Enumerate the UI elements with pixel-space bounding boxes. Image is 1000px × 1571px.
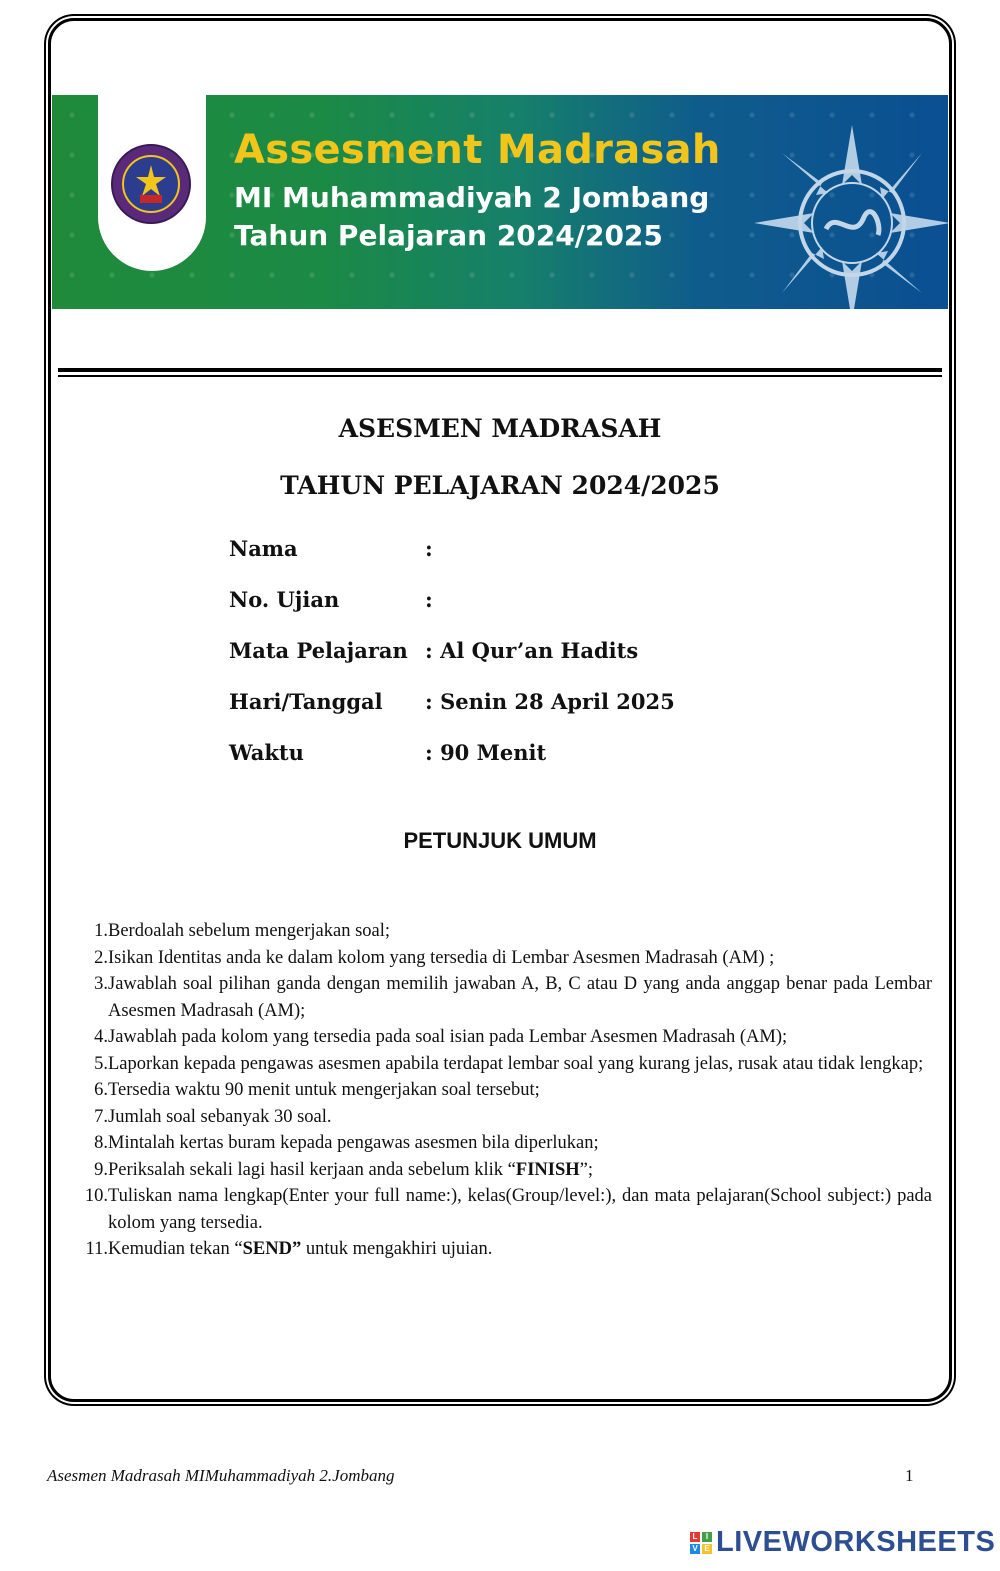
info-value: : Senin 28 April 2025 (425, 689, 675, 714)
info-value: : Al Qur’an Hadits (425, 638, 639, 663)
info-row-duration (229, 727, 675, 778)
info-value: : (425, 587, 433, 612)
list-number: 3. (94, 974, 108, 994)
list-text-part: Kemudian tekan “ (108, 1239, 243, 1259)
madrasah-seal-icon (110, 143, 192, 225)
list-item (78, 1051, 932, 1078)
list-number: 6. (94, 1080, 108, 1100)
header-banner (52, 95, 948, 309)
info-label: Nama (229, 536, 298, 561)
info-row-subject (229, 625, 675, 676)
send-keyword: SEND” (242, 1239, 302, 1259)
list-text: Jawablah pada kolom yang tersedia pada soal isian pada Lembar Asesmen Madrasah (AM); (108, 1027, 788, 1047)
list-number: 9. (94, 1159, 108, 1180)
instructions-heading: PETUNJUK UMUM (403, 828, 597, 853)
list-text: Tersedia waktu 90 menit untuk mengerjakan soal tersebut; (108, 1080, 540, 1100)
list-text: Jawablah soal pilihan ganda dengan memilih jawaban A, B, C atau D yang anda anggap benar pada Lembar Asesmen Madrasah (AM); (108, 974, 932, 1021)
list-item (78, 971, 932, 1024)
list-number: 1. (94, 921, 108, 941)
list-number: 2. (94, 947, 108, 968)
info-label: Hari/Tanggal (229, 689, 383, 714)
logo-letter: L (690, 1532, 700, 1542)
liveworksheets-wordmark: LIVEWORKSHEETS (716, 1526, 996, 1558)
info-value: : 90 Menit (425, 740, 547, 765)
banner-school-year: Tahun Pelajaran 2024/2025 (234, 219, 663, 252)
list-number: 5. (94, 1053, 108, 1074)
list-text (108, 1157, 932, 1184)
list-item (78, 1157, 932, 1184)
list-text-part: Periksalah sekali lagi hasil kerjaan anda sebelum klik “ (108, 1159, 516, 1180)
finish-keyword: FINISH (515, 1159, 580, 1180)
logo-letter: V (690, 1544, 700, 1554)
list-number: 10. (84, 1186, 108, 1206)
info-value: : (425, 536, 433, 561)
info-row-exam-number (229, 574, 675, 625)
list-text: Mintalah kertas buram kepada pengawas asesmen bila diperlukan; (108, 1133, 599, 1153)
list-text: Jumlah soal sebanyak 30 soal. (108, 1106, 332, 1127)
identity-block (229, 523, 675, 778)
list-item (78, 1130, 932, 1157)
liveworksheets-mark-icon (690, 1532, 712, 1554)
list-item (78, 1024, 932, 1051)
list-number: 11. (85, 1239, 108, 1259)
list-item (78, 1077, 932, 1104)
list-text: Laporkan kepada pengawas asesmen apabila terdapat lembar soal yang kurang jelas, rusak atau tidak lengkap; (108, 1053, 924, 1074)
header-rule-thick (58, 368, 942, 372)
list-text (108, 1236, 932, 1263)
list-text: Tuliskan nama lengkap(Enter your full name:), kelas(Group/level:), dan mata pelajaran(School subject:) pada kolom yang tersedia. (108, 1186, 932, 1233)
list-item (78, 918, 932, 945)
info-label: Waktu (229, 740, 304, 765)
liveworksheets-logo (690, 1526, 995, 1559)
list-number: 7. (94, 1106, 108, 1127)
banner-title: Assesment Madrasah (234, 127, 721, 173)
logo-letter: I (702, 1532, 712, 1542)
list-text: Berdoalah sebelum mengerjakan soal; (108, 921, 391, 941)
list-item (78, 1104, 932, 1131)
exam-title: ASESMEN MADRASAH (338, 414, 662, 443)
list-item (78, 945, 932, 972)
list-text-part: untuk mengakhiri ujuian. (301, 1239, 493, 1259)
list-item (78, 1183, 932, 1236)
list-text-part: ”; (579, 1159, 594, 1180)
footer-text: Asesmen Madrasah MIMuhammadiyah 2.Jombang (47, 1466, 395, 1485)
info-row-date (229, 676, 675, 727)
banner-school-name: MI Muhammadiyah 2 Jombang (234, 181, 710, 214)
instructions-list (78, 918, 932, 1263)
exam-year: TAHUN PELAJARAN 2024/2025 (280, 471, 720, 500)
muhammadiyah-emblem-icon (754, 125, 948, 309)
logo-letter: E (702, 1544, 712, 1554)
list-number: 8. (94, 1133, 108, 1153)
info-label: Mata Pelajaran (229, 638, 408, 663)
info-label: No. Ujian (229, 587, 340, 612)
info-row-name (229, 523, 675, 574)
header-rule-thin (58, 375, 942, 377)
list-text: Isikan Identitas anda ke dalam kolom yang tersedia di Lembar Asesmen Madrasah (AM) ; (108, 947, 775, 968)
page-number: 1 (905, 1466, 914, 1485)
list-number: 4. (94, 1027, 108, 1047)
list-item (78, 1236, 932, 1263)
